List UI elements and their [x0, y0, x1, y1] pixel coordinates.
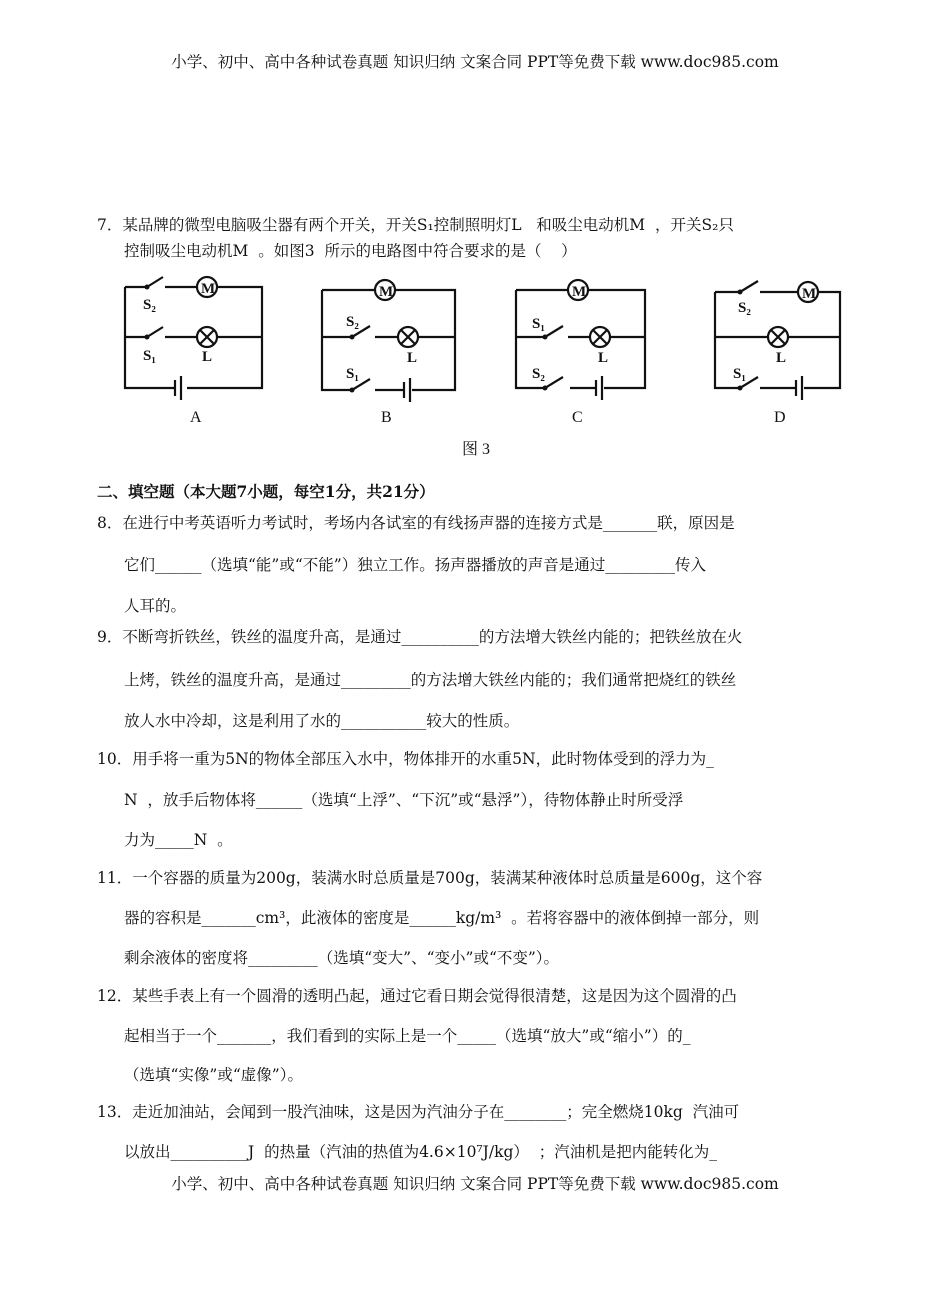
lamp-icon — [398, 327, 418, 347]
option-b-label: B — [381, 409, 392, 426]
circuit-c — [516, 280, 645, 426]
svg-text:L: L — [776, 350, 787, 366]
figure-3-circuits — [0, 0, 950, 470]
page-header: 小学、初中、高中各种试卷真题 知识归纳 文案合同 PPT等免费下载 www.doc985.com — [171, 53, 779, 71]
svg-text:S₁: S₁ — [532, 316, 545, 332]
svg-text:S₁: S₁ — [346, 366, 359, 382]
motor-label: M — [201, 281, 216, 297]
q7-line-2: 控制吸尘电动机M 。如图3 所示的电路图中符合要求的是（ ） — [124, 242, 577, 260]
circuit-a — [125, 277, 262, 426]
svg-text:S₂: S₂ — [143, 297, 156, 313]
option-a-label: A — [190, 409, 202, 426]
lamp-icon — [768, 327, 788, 347]
svg-text:M: M — [572, 284, 587, 300]
q10-line-3: 力为_____N 。 — [124, 831, 233, 849]
svg-text:L: L — [598, 350, 609, 366]
circuit-d — [715, 281, 840, 426]
q11-line-2: 器的容积是_______cm³，此液体的密度是______kg/m³ 。若将容器中的液体倒掉一部分，则 — [124, 909, 760, 927]
lamp-icon — [590, 327, 610, 347]
page-footer: 小学、初中、高中各种试卷真题 知识归纳 文案合同 PPT等免费下载 www.doc985.com — [171, 1175, 779, 1193]
section-2-heading: 二、填空题（本大题7小题，每空1分，共21分） — [97, 482, 435, 501]
svg-text:L: L — [202, 349, 213, 365]
svg-text:M: M — [379, 284, 394, 300]
svg-text:S₂: S₂ — [532, 366, 545, 382]
lamp-icon — [197, 327, 217, 347]
svg-text:S₂: S₂ — [346, 314, 359, 330]
q13-line-1: 13．走近加油站，会闻到一股汽油味，这是因为汽油分子在________；完全燃烧10kg 汽油可 — [97, 1103, 740, 1121]
q10-line-1: 10．用手将一重为5N的物体全部压入水中，物体排开的水重5N，此时物体受到的浮力为_ — [97, 750, 714, 768]
q12-line-3: （选填“实像”或“虚像”）。 — [124, 1066, 303, 1084]
svg-text:S₂: S₂ — [738, 300, 751, 316]
q13-line-2: 以放出__________J 的热量（汽油的热值为4.6×10⁷J/kg） ；汽油机是把内能转化为_ — [124, 1143, 717, 1161]
q12-line-1: 12．某些手表上有一个圆滑的透明凸起，通过它看日期会觉得很清楚，这是因为这个圆滑的凸 — [97, 987, 737, 1005]
circuit-b — [322, 280, 455, 426]
q11-line-1: 11．一个容器的质量为200g，装满水时总质量是700g，装满某种液体时总质量是600g，这个容 — [97, 869, 763, 887]
q8-line-2: 它们______（选填“能”或“不能”）独立工作。扬声器播放的声音是通过_________传入 — [124, 556, 706, 574]
option-c-label: C — [572, 409, 583, 426]
svg-text:M: M — [802, 286, 817, 302]
q8-line-3: 人耳的。 — [124, 597, 187, 615]
svg-text:S₁: S₁ — [733, 366, 746, 382]
q10-line-2: N ，放手后物体将______（选填“上浮”、“下沉”或“悬浮”），待物体静止时所受浮 — [124, 791, 684, 809]
q8-line-1: 8．在进行中考英语听力考试时，考场内各试室的有线扬声器的连接方式是_______联，原因是 — [97, 514, 735, 532]
option-d-label: D — [774, 409, 786, 426]
svg-text:L: L — [407, 350, 418, 366]
q9-line-2: 上烤，铁丝的温度升高，是通过_________的方法增大铁丝内能的；我们通常把烧红的铁丝 — [124, 671, 737, 689]
q9-line-1: 9．不断弯折铁丝，铁丝的温度升高，是通过__________的方法增大铁丝内能的；把铁丝放在火 — [97, 628, 743, 646]
figure-caption: 图 3 — [462, 441, 491, 458]
q7-line-1: 7．某品牌的微型电脑吸尘器有两个开关，开关S₁控制照明灯L 和吸尘电动机M ，开关S₂只 — [97, 216, 734, 234]
q11-line-3: 剩余液体的密度将_________（选填“变大”、“变小”或“不变”）。 — [124, 949, 560, 967]
q9-line-3: 放人水中冷却，这是利用了水的___________较大的性质。 — [124, 712, 520, 730]
svg-text:S₁: S₁ — [143, 348, 156, 364]
q12-line-2: 起相当于一个_______，我们看到的实际上是一个_____（选填“放大”或“缩小”）的_ — [124, 1027, 691, 1045]
